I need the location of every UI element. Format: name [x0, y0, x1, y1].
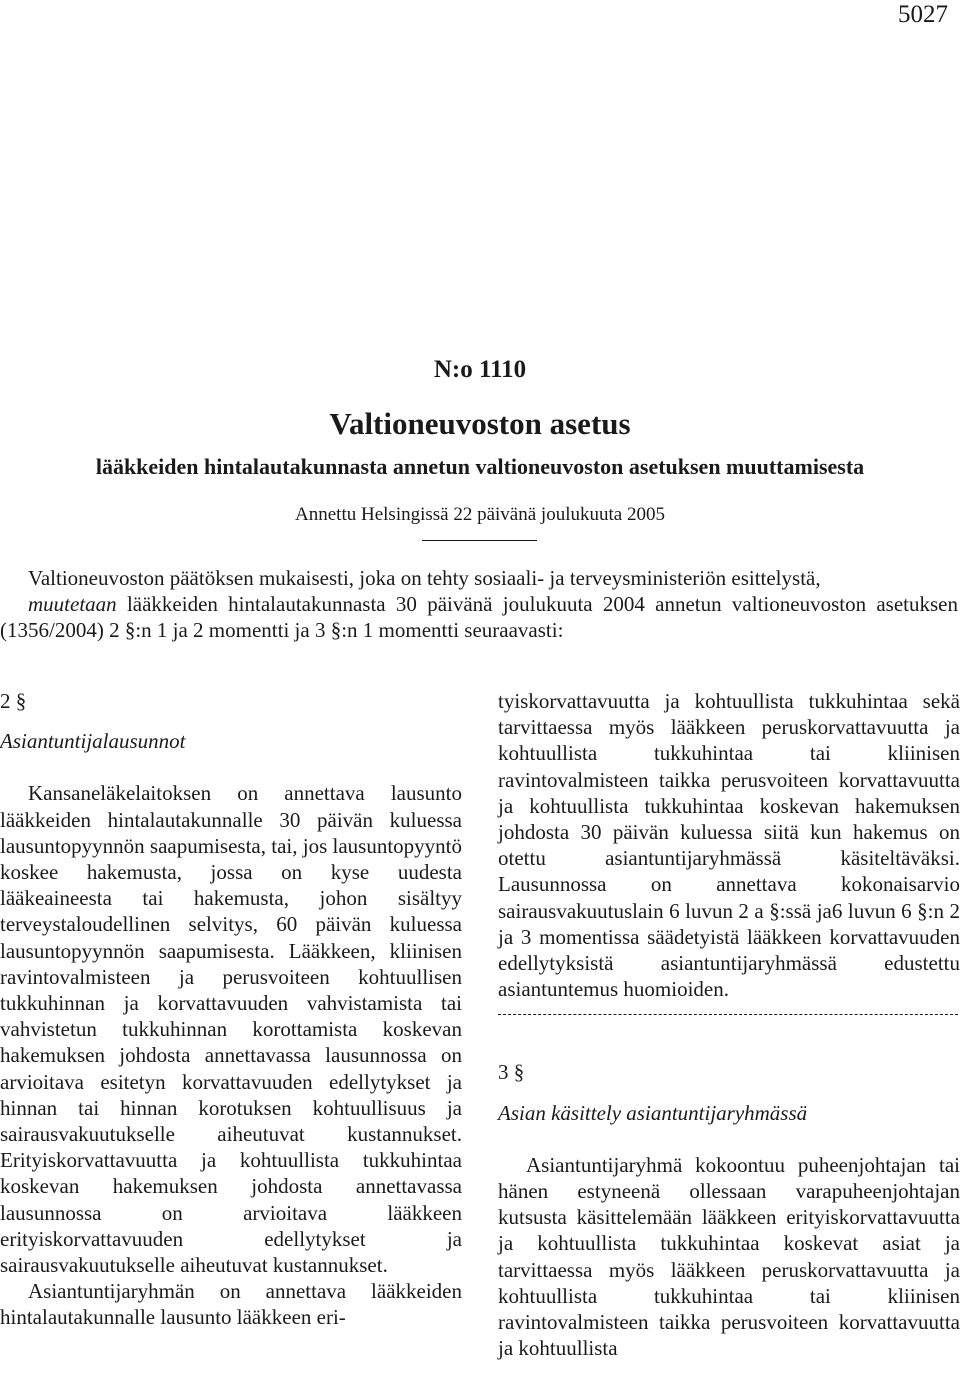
section-2-paragraph-2-start: Asiantuntijaryhmän on annettava lääkkeiden hintalautakunnalle lausunto lääkkeen eri-: [0, 1279, 462, 1330]
preamble: [0, 565, 958, 643]
amendment-verb: muutetaan: [28, 592, 117, 616]
issued-line: Annettu Helsingissä 22 päivänä joulukuuta 2005: [295, 504, 665, 525]
section-3-paragraph-1: Asiantuntijaryhmä kokoontuu puheenjohtajan tai hänen estyneenä ollessaan varapuheenjohtajan kutsusta käsittelemään lääkkeen erityiskorvattavuutta ja kohtuullista tukkuhintaa koskevat asiat ja tarvittaessa myös lääkkeen peruskorvattavuutta ja kohtuullista tukkuhintaa tai kliinisen ravintovalmisteen taikka perusvoiteen korvattavuutta ja kohtuullista: [498, 1152, 960, 1361]
section-2-paragraph-1: Kansaneläkelaitoksen on annettava lausunto lääkkeiden hintalautakunnalle 30 päivän kuluessa lausuntopyynnön saapumisesta, tai, jos lausuntopyyntö koskee hakemusta, jossa on kyse uudesta lääkeaineesta tai hakemusta, johon sisältyy terveystaloudellinen selvitys, 60 päivän kuluessa lausuntopyynnön saapumisesta. Lääkkeen, kliinisen ravintovalmisteen ja perusvoiteen kohtuullisen tukkuhinnan ja korvattavuuden vahvistamista tai vahvistetun tukkuhinnan korottamista koskevan hakemuksen johdosta annettavassa lausunnossa on arvioitava esitetyn korvattavuuden edellytykset ja hinnan tai hinnan korotuksen kohtuullisuus ja sairausvakuutukselle aiheutuvat kustannukset. Erityiskorvattavuutta ja kohtuullista tukkuhintaa koskevan hakemuksen johdosta annettavassa lausunnossa on arvioitava lääkkeen erityiskorvattavuuden edellytykset ja sairausvakuutukselle aiheutuvat kustannukset.: [0, 781, 462, 1278]
preamble-amendment-paragraph: [0, 591, 958, 643]
left-column: [0, 688, 462, 1331]
page-number: 5027: [898, 1, 948, 28]
right-column: [498, 688, 960, 1361]
section-2-number: 2 §: [0, 689, 27, 713]
statute-title: lääkkeiden hintalautakunnasta annetun valtioneuvoston asetuksen muuttamisesta: [95, 454, 865, 479]
statute-number: N:o 1110: [433, 356, 527, 383]
section-3-heading: Asian käsittely asiantuntijaryhmässä: [498, 1100, 808, 1125]
amendment-text: lääkkeiden hintalautakunnasta 30 päivänä joulukuuta 2004 annetun valtioneuvoston asetuksen (1356/2004) 2 §:n 1 ja 2 momentti ja 3 §:n 1 momentti seuraavasti:: [0, 592, 958, 642]
statute-type: Valtioneuvoston asetus: [329, 406, 631, 441]
section-2-paragraph-2-end: tyiskorvattavuutta ja kohtuullista tukkuhintaa sekä tarvittaessa myös lääkkeen peruskorvattavuutta ja kohtuullista tukkuhintaa tai kliinisen ravintovalmisteen taikka perusvoiteen korvattavuutta ja kohtuullista tukkuhintaa koskevan hakemuksen johdosta 30 päivän kuluessa siitä kun hakemus on otettu asiantuntijaryhmässä käsiteltäväksi. Lausunnossa on annettava kokonaisarvio sairausvakuutuslain 6 luvun 2 a §:ssä ja6 luvun 6 §:n 2 ja 3 momentissa säädetyistä lääkkeen korvattavuuden edellytyksistä asiantuntijaryhmässä edustettu asiantuntemus huomioiden.: [498, 689, 960, 1002]
section-2-heading: Asiantuntijalausunnot: [0, 729, 186, 754]
title-divider: [422, 540, 537, 541]
section-3-number: 3 §: [498, 1060, 525, 1085]
preamble-paragraph: Valtioneuvoston päätöksen mukaisesti, joka on tehty sosiaali- ja terveysministeriön esittelystä,: [28, 566, 821, 590]
